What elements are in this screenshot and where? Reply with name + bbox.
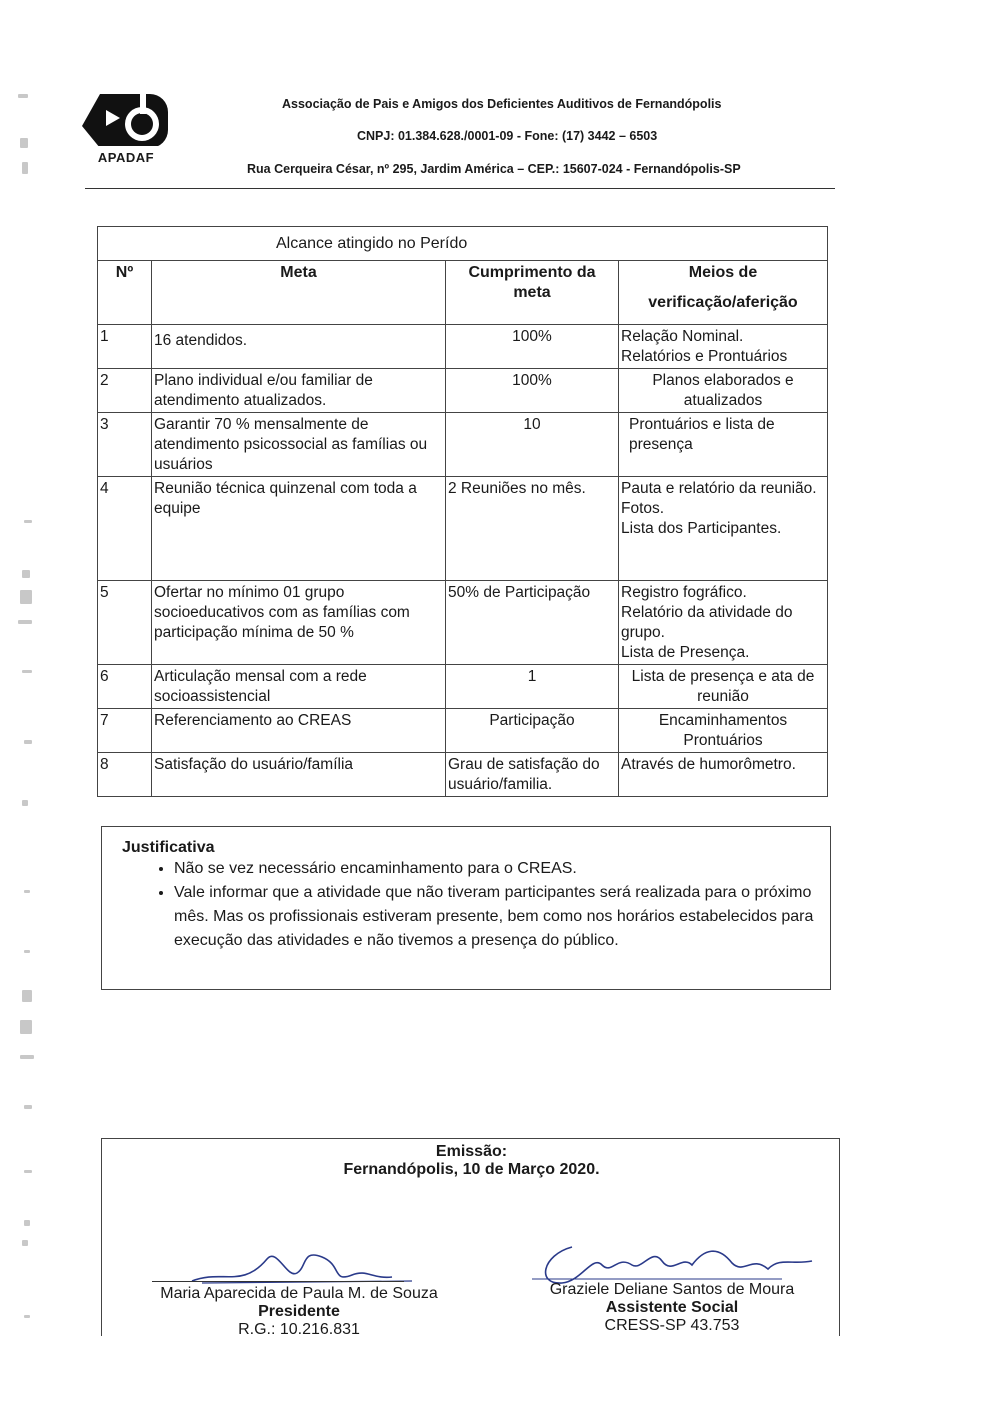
row-meios: Através de humorômetro. xyxy=(619,753,828,797)
row-num: 7 xyxy=(98,709,152,753)
signer-right-name: Graziele Deliane Santos de Moura xyxy=(549,1281,795,1298)
row-cumprimento: 2 Reuniões no mês. xyxy=(446,477,619,581)
justificativa-box xyxy=(101,826,831,990)
row-meta: 16 atendidos. xyxy=(152,325,446,369)
org-cnpj: CNPJ: 01.384.628./0001-09 - Fone: (17) 3442 – 6503 xyxy=(357,129,658,143)
row-cumprimento: 100% xyxy=(446,325,619,369)
signer-left-name: Maria Aparecida de Paula M. de Souza xyxy=(160,1285,438,1302)
scan-artifacts xyxy=(10,80,60,1330)
row-num: 1 xyxy=(98,325,152,369)
signer-right-doc: CRESS-SP 43.753 xyxy=(604,1317,740,1334)
goals-table xyxy=(97,226,828,797)
row-num: 3 xyxy=(98,413,152,477)
list-item: • Vale informar que a atividade que não tiveram participantes será realizada para o próximo mês. Mas os profissionais estiveram presente, bem como nos horários estabelecidos para execução das atividades e não tivemos a presença do público. xyxy=(174,881,834,953)
row-meta: Referenciamento ao CREAS xyxy=(152,709,446,753)
header-meios-line1: Meios de xyxy=(688,264,758,281)
header-meta: Meta xyxy=(152,261,446,325)
table-row xyxy=(98,753,828,797)
row-cumprimento: Grau de satisfação do usuário/familia. xyxy=(446,753,619,797)
row-meta: Plano individual e/ou familiar de atendimento atualizados. xyxy=(152,369,446,413)
emissao-place-date: Fernandópolis, 10 de Março 2020. xyxy=(343,1161,600,1178)
row-meios: Encaminhamentos Prontuários xyxy=(619,709,828,753)
org-address: Rua Cerqueira César, nº 295, Jardim América – CEP.: 15607-024 - Fernandópolis-SP xyxy=(247,162,741,176)
row-meta: Garantir 70 % mensalmente de atendimento psicossocial as famílias ou usuários xyxy=(152,413,446,477)
table-row xyxy=(98,665,828,709)
signer-right-role: Assistente Social xyxy=(605,1299,739,1316)
row-meta: Ofertar no mínimo 01 grupo socioeducativos com as famílias com participação mínima de 50 % xyxy=(152,581,446,665)
header-divider xyxy=(85,188,835,189)
signature-right xyxy=(522,1281,822,1335)
header-num: Nº xyxy=(98,261,152,325)
row-meta: Articulação mensal com a rede socioassistencial xyxy=(152,665,446,709)
table-row xyxy=(98,477,828,581)
row-meios: Planos elaborados e atualizados xyxy=(619,369,828,413)
list-item: • Não se vez necessário encaminhamento para o CREAS. xyxy=(174,857,834,881)
row-meta: Satisfação do usuário/família xyxy=(152,753,446,797)
row-meta: Reunião técnica quinzenal com toda a equipe xyxy=(152,477,446,581)
row-cumprimento: Participação xyxy=(446,709,619,753)
row-cumprimento: 50% de Participação xyxy=(446,581,619,665)
row-cumprimento: 1 xyxy=(446,665,619,709)
header-cumprimento: Cumprimento da meta xyxy=(446,261,619,325)
signature-left xyxy=(129,1285,469,1339)
justificativa-title: Justificativa xyxy=(122,839,215,856)
table-row xyxy=(98,413,828,477)
table-row xyxy=(98,325,828,369)
row-num: 8 xyxy=(98,753,152,797)
row-meios: Lista de presença e ata de reunião xyxy=(619,665,828,709)
row-num: 4 xyxy=(98,477,152,581)
row-num: 2 xyxy=(98,369,152,413)
org-name: Associação de Pais e Amigos dos Deficientes Auditivos de Fernandópolis xyxy=(282,97,722,111)
row-num: 6 xyxy=(98,665,152,709)
signer-left-doc: R.G.: 10.216.831 xyxy=(238,1321,360,1338)
logo-text: APADAF xyxy=(97,150,155,165)
row-cumprimento: 10 xyxy=(446,413,619,477)
signer-left-role: Presidente xyxy=(258,1303,340,1320)
emissao-label: Emissão: xyxy=(435,1143,508,1160)
table-row xyxy=(98,581,828,665)
row-meios: Relação Nominal. Relatórios e Prontuários xyxy=(619,325,828,369)
table-title: Alcance atingido no Perído xyxy=(98,227,828,261)
table-row xyxy=(98,709,828,753)
signature-line-left xyxy=(152,1281,404,1282)
row-cumprimento: 100% xyxy=(446,369,619,413)
emissao-box xyxy=(101,1138,840,1336)
header-meios-line2: verificação/aferição xyxy=(648,294,798,311)
header-meios xyxy=(619,261,828,325)
row-meios: Registro fográfico. Relatório da atividade do grupo. Lista de Presença. xyxy=(619,581,828,665)
row-num: 5 xyxy=(98,581,152,665)
justificativa-list xyxy=(152,857,834,953)
row-meios: Prontuários e lista de presença xyxy=(619,413,828,477)
row-meios: Pauta e relatório da reunião. Fotos. Lista dos Participantes. xyxy=(619,477,828,581)
table-row xyxy=(98,369,828,413)
